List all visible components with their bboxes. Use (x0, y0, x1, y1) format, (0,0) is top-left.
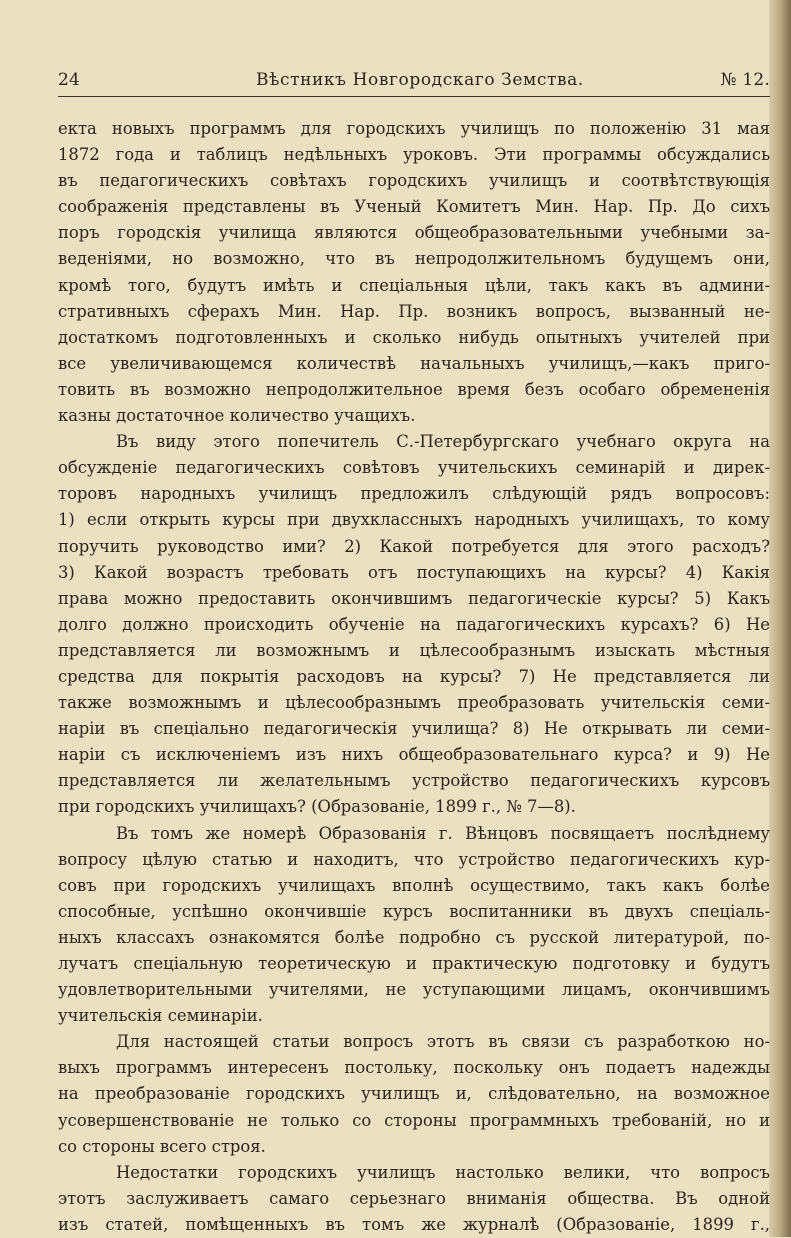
text-line: удовлетворительными учителями, не уступающими лицамъ, окончившимъ (58, 980, 770, 1000)
text-line: товить въ возможно непродолжительное время безъ особаго обремененія (58, 379, 770, 399)
text-line: веденіями, но возможно, что въ непродолжительномъ будущемъ они, (58, 249, 770, 269)
text-line: обсужденіе педагогическихъ совѣтовъ учительскихъ семинарій и дирек- (58, 458, 770, 478)
text-line: кромѣ того, будутъ имѣть и спеціальныя цѣли, такъ какъ въ админи- (58, 275, 770, 295)
text-line: Въ виду этого попечитель С.-Петербургскаго учебнаго округа на (116, 432, 770, 452)
text-line: 1872 года и таблицъ недѣльныхъ уроковъ. Эти программы обсуждались (58, 145, 770, 165)
text-line: Недостатки городскихъ училищъ настолько велики, что вопросъ (116, 1162, 770, 1182)
page-number: 24 (58, 70, 81, 90)
issue-number: № 12. (720, 70, 770, 90)
text-line: при городскихъ училищахъ? (Образованіе, 1899 г., № 7—8). (58, 797, 576, 817)
text-line: также возможнымъ и цѣлесообразнымъ преобразовать учительскія семи- (58, 693, 770, 713)
text-line: 1) если открыть курсы при двухклассныхъ народныхъ училищахъ, то кому (58, 510, 770, 530)
text-line: Въ томъ же номерѣ Образованія г. Вѣнцовъ посвящаетъ послѣднему (116, 823, 770, 843)
running-header (58, 70, 770, 96)
text-line: достаткомъ подготовленныхъ и сколько нибудь опытныхъ учителей при (58, 327, 770, 347)
text-line: права можно предоставить окончившимъ педагогическіе курсы? 5) Какъ (58, 588, 770, 608)
text-line: совъ при городскихъ училищахъ вполнѣ осуществимо, такъ какъ болѣе (58, 875, 770, 895)
text-line: на преобразованіе городскихъ училищъ и, слѣдовательно, на возможное (58, 1084, 770, 1104)
text-line: казны достаточное количество учащихъ. (58, 406, 416, 426)
text-line: способные, успѣшно окончившіе курсъ воспитанники въ двухъ спеціаль- (58, 901, 770, 921)
page-body-text (58, 116, 770, 1238)
text-line: вопросу цѣлую статью и находитъ, что устройство педагогическихъ кур- (58, 849, 770, 869)
text-line: учительскія семинаріи. (58, 1006, 263, 1026)
text-line: представляется ли желательнымъ устройство педагогическихъ курсовъ (58, 771, 770, 791)
text-line: выхъ программъ интересенъ постольку, поскольку онъ подаетъ надежды (58, 1058, 770, 1078)
text-line: лучатъ спеціальную теоретическую и практическую подготовку и будутъ (58, 954, 770, 973)
text-line: въ педагогическихъ совѣтахъ городскихъ училищъ и соотвѣтствующія (58, 171, 770, 191)
text-line: изъ статей, помѣщенныхъ въ томъ же журналѣ (Образованіе, 1899 г., (58, 1214, 770, 1234)
text-line: наріи съ исключеніемъ изъ нихъ общеобразовательнаго курса? и 9) Не (58, 745, 770, 765)
text-line: этотъ заслуживаетъ самаго серьезнаго вниманія общества. Въ одной (58, 1188, 770, 1208)
journal-title: Вѣстникъ Новгородскаго Земства. (256, 70, 584, 90)
header-rule (58, 96, 770, 97)
text-line: соображенія представлены въ Ученый Комитетъ Мин. Нар. Пр. До сихъ (58, 197, 770, 217)
text-line: торовъ народныхъ училищъ предложилъ слѣдующій рядъ вопросовъ: (58, 484, 770, 504)
text-line: стративныхъ сферахъ Мин. Нар. Пр. возникъ вопросъ, вызванный не- (58, 301, 770, 321)
text-line: все увеличивающемся количествѣ начальныхъ училищъ,—какъ приго- (58, 353, 770, 373)
text-line: усовершенствованіе не только со стороны программныхъ требованій, но и (58, 1110, 770, 1130)
text-line: Для настоящей статьи вопросъ этотъ въ связи съ разработкою но- (116, 1032, 770, 1052)
text-line: представляется ли возможнымъ и цѣлесообразнымъ изыскать мѣстныя (58, 640, 770, 660)
book-spine-shadow (769, 0, 791, 1237)
text-line: средства для покрытія расходовъ на курсы? 7) Не представляется ли (58, 666, 770, 686)
text-line: наріи въ спеціально педагогическія училища? 8) Не открывать ли семи- (58, 719, 770, 739)
text-line: 3) Какой возрастъ требовать отъ поступающихъ на курсы? 4) Какія (58, 562, 770, 582)
text-line: поручить руководство ими? 2) Какой потребуется для этого расходъ? (58, 536, 770, 556)
text-line: ныхъ классахъ ознакомятся болѣе подробно съ русской литературой, по- (58, 927, 770, 947)
text-line: долго должно происходить обученіе на падагогическихъ курсахъ? 6) Не (58, 614, 770, 634)
text-line: поръ городскія училища являются общеобразовательными учебными за- (58, 223, 770, 243)
text-line: екта новыхъ программъ для городскихъ училищъ по положенію 31 мая (58, 119, 770, 138)
text-line: со стороны всего строя. (58, 1136, 266, 1156)
